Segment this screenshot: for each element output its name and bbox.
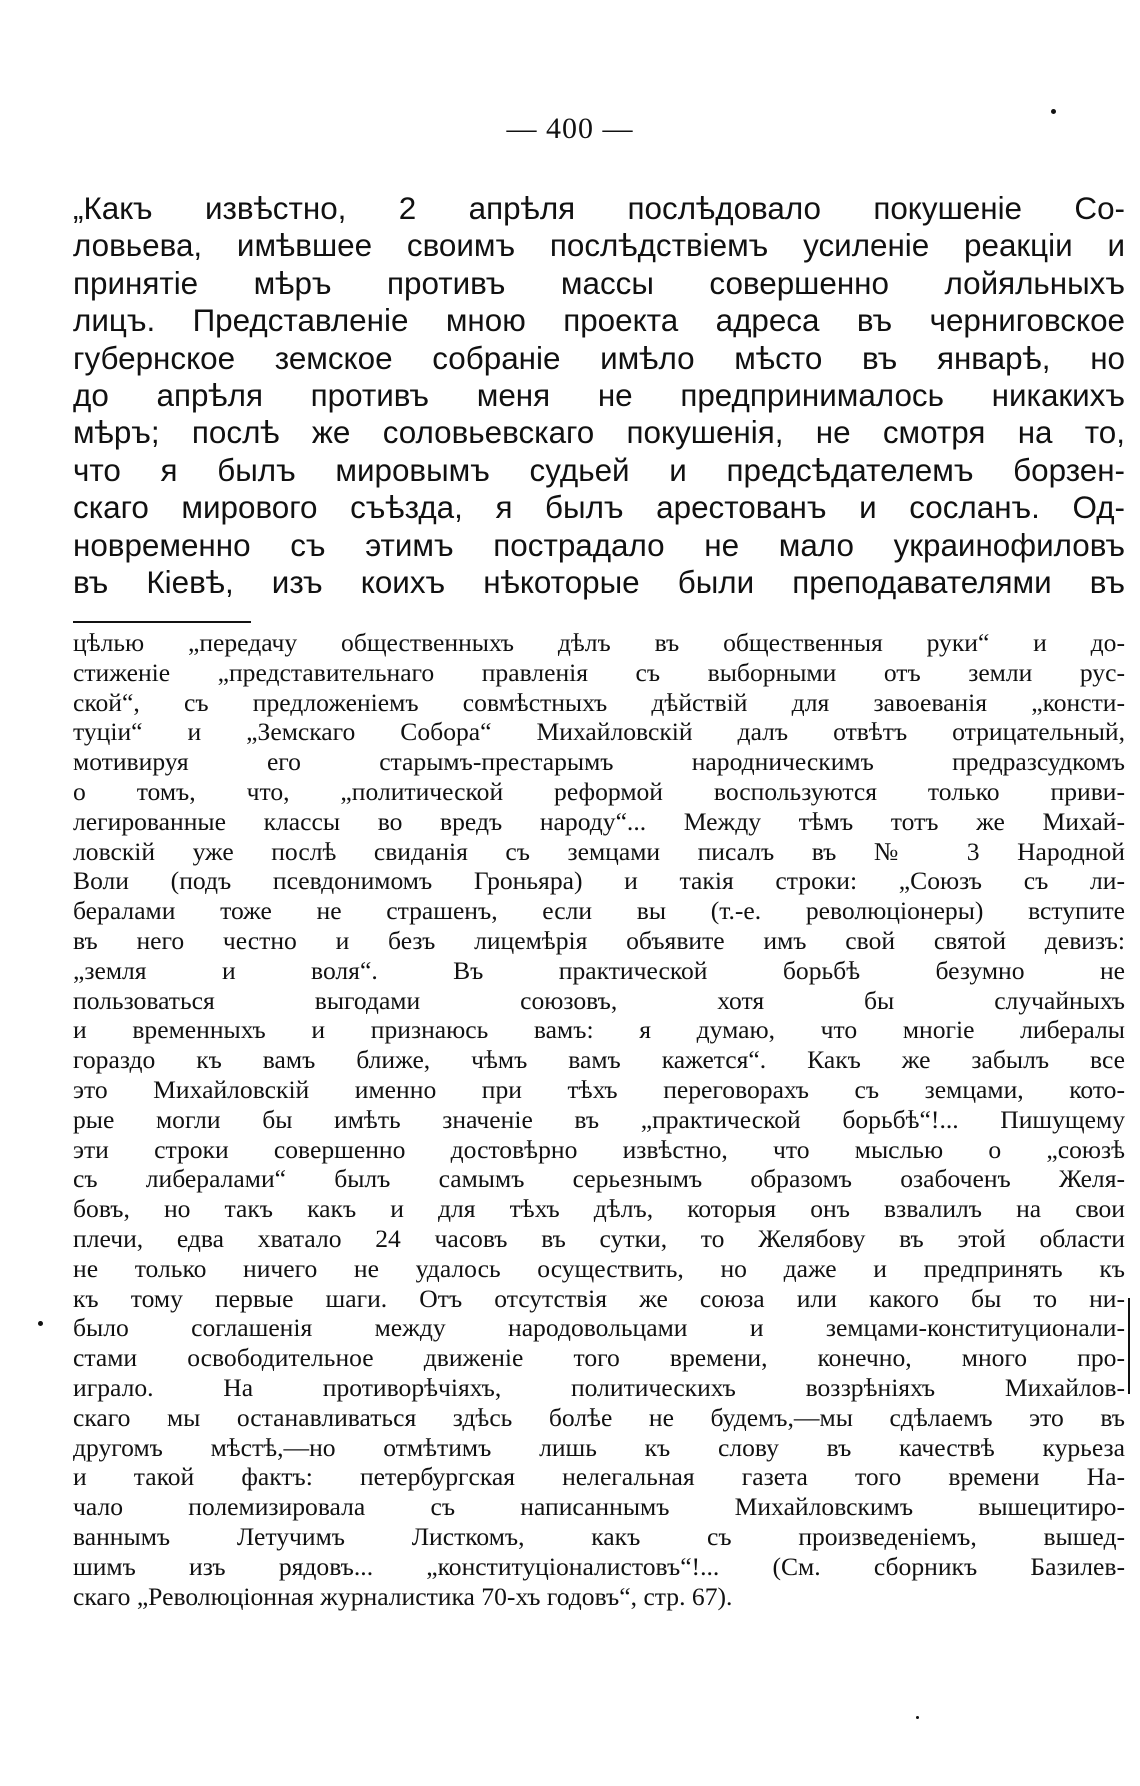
footnote-line: скаго мы останавливаться здѣсь болѣе не будемъ,—мы сдѣлаемъ это въ: [73, 1402, 1125, 1432]
footnote-line: эти строки совершенно достовѣрно извѣстно, что мыслью о „союзѣ: [73, 1134, 1125, 1164]
footnote-line: чало полемизировала съ написаннымъ Михайловскимъ вышецитиро-: [73, 1492, 1125, 1522]
footnote-line: стами освободительное движеніе того времени, конечно, много про-: [73, 1343, 1125, 1373]
main-text: [73, 190, 1125, 601]
main-line: въ Кіевѣ, изъ коихъ нѣкоторые были преподавателями въ: [73, 564, 1125, 600]
footnote-line: мотивируя его старымъ-престарымъ народническимъ предразсудкомъ: [73, 747, 1125, 777]
footnote-line: гораздо къ вамъ ближе, чѣмъ вамъ кажется“. Какъ же забылъ все: [73, 1045, 1125, 1075]
footnote-line: пользоваться выгодами союзовъ, хотя бы случайныхъ: [73, 985, 1125, 1015]
footnote-line: туціи“ и „Земскаго Собора“ Михайловскій далъ отвѣтъ отрицательный,: [73, 717, 1125, 747]
main-line: скаго мирового съѣзда, я былъ арестованъ и сосланъ. Од-: [73, 490, 1125, 526]
footnote-line: это Михайловскій именно при тѣхъ переговорахъ съ земцами, кото-: [73, 1074, 1125, 1104]
main-line: ловьева, имѣвшее своимъ послѣдствіемъ усиленіе реакціи и: [73, 228, 1125, 264]
main-line: губернское земское собраніе имѣло мѣсто въ январѣ, но: [73, 340, 1125, 376]
footnote-line: стиженіе „представительнаго правленія съ выборными отъ земли рус-: [73, 657, 1125, 687]
footnote-line: шимъ изъ рядовъ... „конституціоналистовъ“!... (См. сборникъ Базилев-: [73, 1551, 1125, 1581]
footnote-line: не только ничего не удалось осуществить, но даже и предпринять къ: [73, 1253, 1125, 1283]
footnote-line: плечи, едва хватало 24 часовъ въ сутки, то Желябову въ этой области: [73, 1223, 1125, 1253]
footnote-line: бералами тоже не страшенъ, если вы (т.-е. революціонеры) вступите: [73, 896, 1125, 926]
footnote-line: ловскій уже послѣ свиданія съ земцами писалъ въ № 3 Народной: [73, 836, 1125, 866]
footnote-line: играло. На противорѣчіяхъ, политическихъ воззрѣніяхъ Михайлов-: [73, 1372, 1125, 1402]
footnote-line: „земля и воля“. Въ практической борьбѣ безумно не: [73, 955, 1125, 985]
footnote-text: [73, 628, 1125, 1611]
footnote-line: ваннымъ Летучимъ Листкомъ, какъ съ произведеніемъ, вышед-: [73, 1521, 1125, 1551]
footnote-line: въ него честно и безъ лицемѣрія объявите имъ свой святой девизъ:: [73, 925, 1125, 955]
footnote-line: бовъ, но такъ какъ и для тѣхъ дѣлъ, которыя онъ взвалилъ на свои: [73, 1194, 1125, 1224]
ink-speck: [38, 1321, 43, 1326]
margin-bracket: [1128, 1298, 1130, 1394]
footnote-line: рые могли бы имѣть значеніе въ „практической борьбѣ“!... Пишущему: [73, 1104, 1125, 1134]
footnote-line: ской“, съ предложеніемъ совмѣстныхъ дѣйствій для завоеванія „консти-: [73, 687, 1125, 717]
main-line: что я былъ мировымъ судьей и предсѣдателемъ борзен-: [73, 452, 1125, 488]
ink-speck: [1051, 109, 1056, 114]
footnote-line: и временныхъ и признаюсь вамъ: я думаю, что многіе либералы: [73, 1015, 1125, 1045]
main-line: „Какъ извѣстно, 2 апрѣля послѣдовало покушеніе Со-: [73, 191, 1125, 226]
main-line: принятіе мѣръ противъ массы совершенно лойяльныхъ: [73, 265, 1125, 301]
footnote-line: Воли (подъ псевдонимомъ Гроньяра) и такія строки: „Союзъ съ ли-: [73, 866, 1125, 896]
footnote-line: легированные классы во вредъ народу“... Между тѣмъ тотъ же Михай-: [73, 806, 1125, 836]
footnote-separator: [73, 621, 251, 623]
footnote-line: другомъ мѣстѣ,—но отмѣтимъ лишь къ слову въ качествѣ курьеза: [73, 1432, 1125, 1462]
ink-speck: [916, 1716, 919, 1719]
page-number: — 400 —: [506, 112, 634, 145]
main-line: новременно съ этимъ пострадало не мало украинофиловъ: [73, 527, 1125, 563]
footnote-line: цѣлью „передачу общественныхъ дѣлъ въ общественныя руки“ и до-: [73, 628, 1125, 657]
footnote-line: о томъ, что, „политической реформой воспользуются только приви-: [73, 776, 1125, 806]
main-line: мѣръ; послѣ же соловьевскаго покушенія, не смотря на то,: [73, 415, 1125, 451]
footnote-line: скаго „Революціонная журналистика 70-хъ годовъ“, стр. 67).: [73, 1581, 733, 1611]
main-line: лицъ. Представленіе мною проекта адреса въ черниговское: [73, 303, 1125, 339]
footnote-line: и такой фактъ: петербургская нелегальная газета того времени На-: [73, 1462, 1125, 1492]
footnote-line: къ тому первые шаги. Отъ отсутствія же союза или какого бы то ни-: [73, 1283, 1125, 1313]
footnote-line: было соглашенія между народовольцами и земцами-конституционали-: [73, 1313, 1125, 1343]
footnote-line: съ либералами“ былъ самымъ серьезнымъ образомъ озабоченъ Желя-: [73, 1164, 1125, 1194]
main-line: до апрѣля противъ меня не предпринималось никакихъ: [73, 377, 1125, 413]
